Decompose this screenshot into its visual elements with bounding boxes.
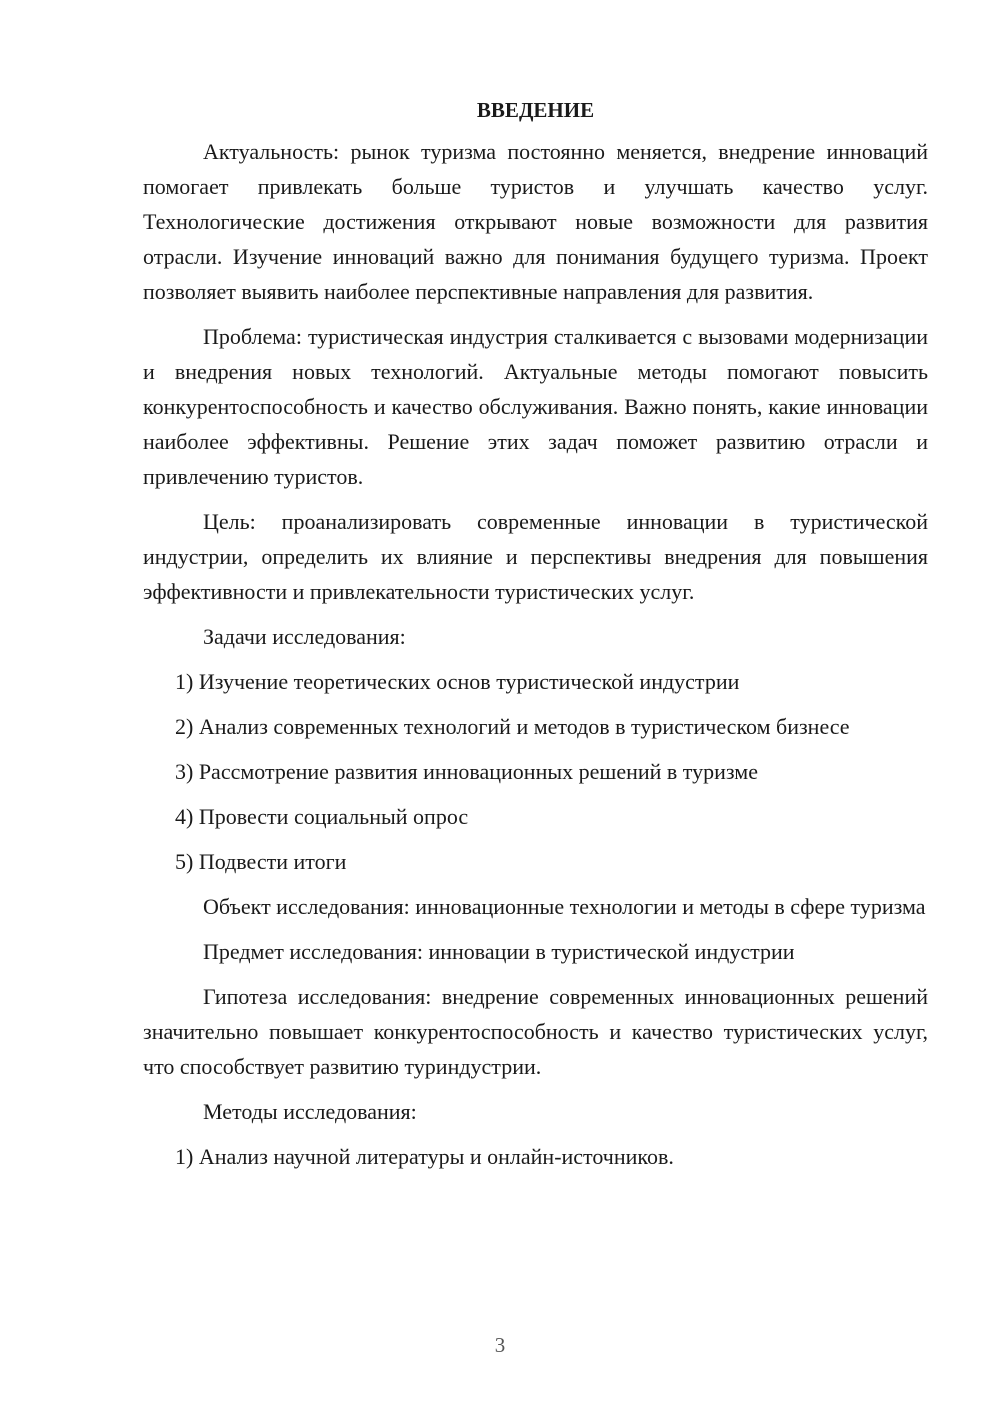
problem-paragraph: Проблема: туристическая индустрия сталкивается с вызовами модернизации и внедрения новых технологий. Актуальные методы помогают повысить конкурентоспособность и качество обслуживания. Важно понять, какие инновации наиболее эффективны. Решение этих задач поможет развитию отрасли и привлечению туристов.	[143, 324, 928, 489]
task-item-2: 2) Анализ современных технологий и методов в туристическом бизнесе	[175, 714, 850, 739]
relevance-paragraph: Актуальность: рынок туризма постоянно меняется, внедрение инноваций помогает привлекать больше туристов и улучшать качество услуг. Технологические достижения открывают новые возможности для развития отрасли. Изучение инноваций важно для понимания будущего туризма. Проект позволяет выявить наиболее перспективные направления для развития.	[143, 139, 928, 304]
object-paragraph: Объект исследования: инновационные технологии и методы в сфере туризма	[203, 894, 926, 919]
tasks-heading: Задачи исследования:	[203, 624, 406, 649]
task-item-1: 1) Изучение теоретических основ туристической индустрии	[175, 669, 740, 694]
page-content	[143, 93, 928, 1184]
page-title: ВВЕДЕНИЕ	[476, 98, 595, 122]
task-item-4: 4) Провести социальный опрос	[175, 804, 469, 829]
hypothesis-paragraph: Гипотеза исследования: внедрение современных инновационных решений значительно повышает конкурентоспособность и качество туристических услуг, что способствует развитию туриндустрии.	[143, 984, 928, 1079]
subject-paragraph: Предмет исследования: инновации в туристической индустрии	[203, 939, 795, 964]
page-number: 3	[494, 1333, 506, 1357]
task-item-5: 5) Подвести итоги	[175, 849, 347, 874]
method-item-1: 1) Анализ научной литературы и онлайн-источников.	[175, 1144, 674, 1169]
methods-heading: Методы исследования:	[203, 1099, 417, 1124]
task-item-3: 3) Рассмотрение развития инновационных решений в туризме	[175, 759, 758, 784]
goal-paragraph: Цель: проанализировать современные инновации в туристической индустрии, определить их влияние и перспективы внедрения для повышения эффективности и привлекательности туристических услуг.	[143, 509, 928, 604]
